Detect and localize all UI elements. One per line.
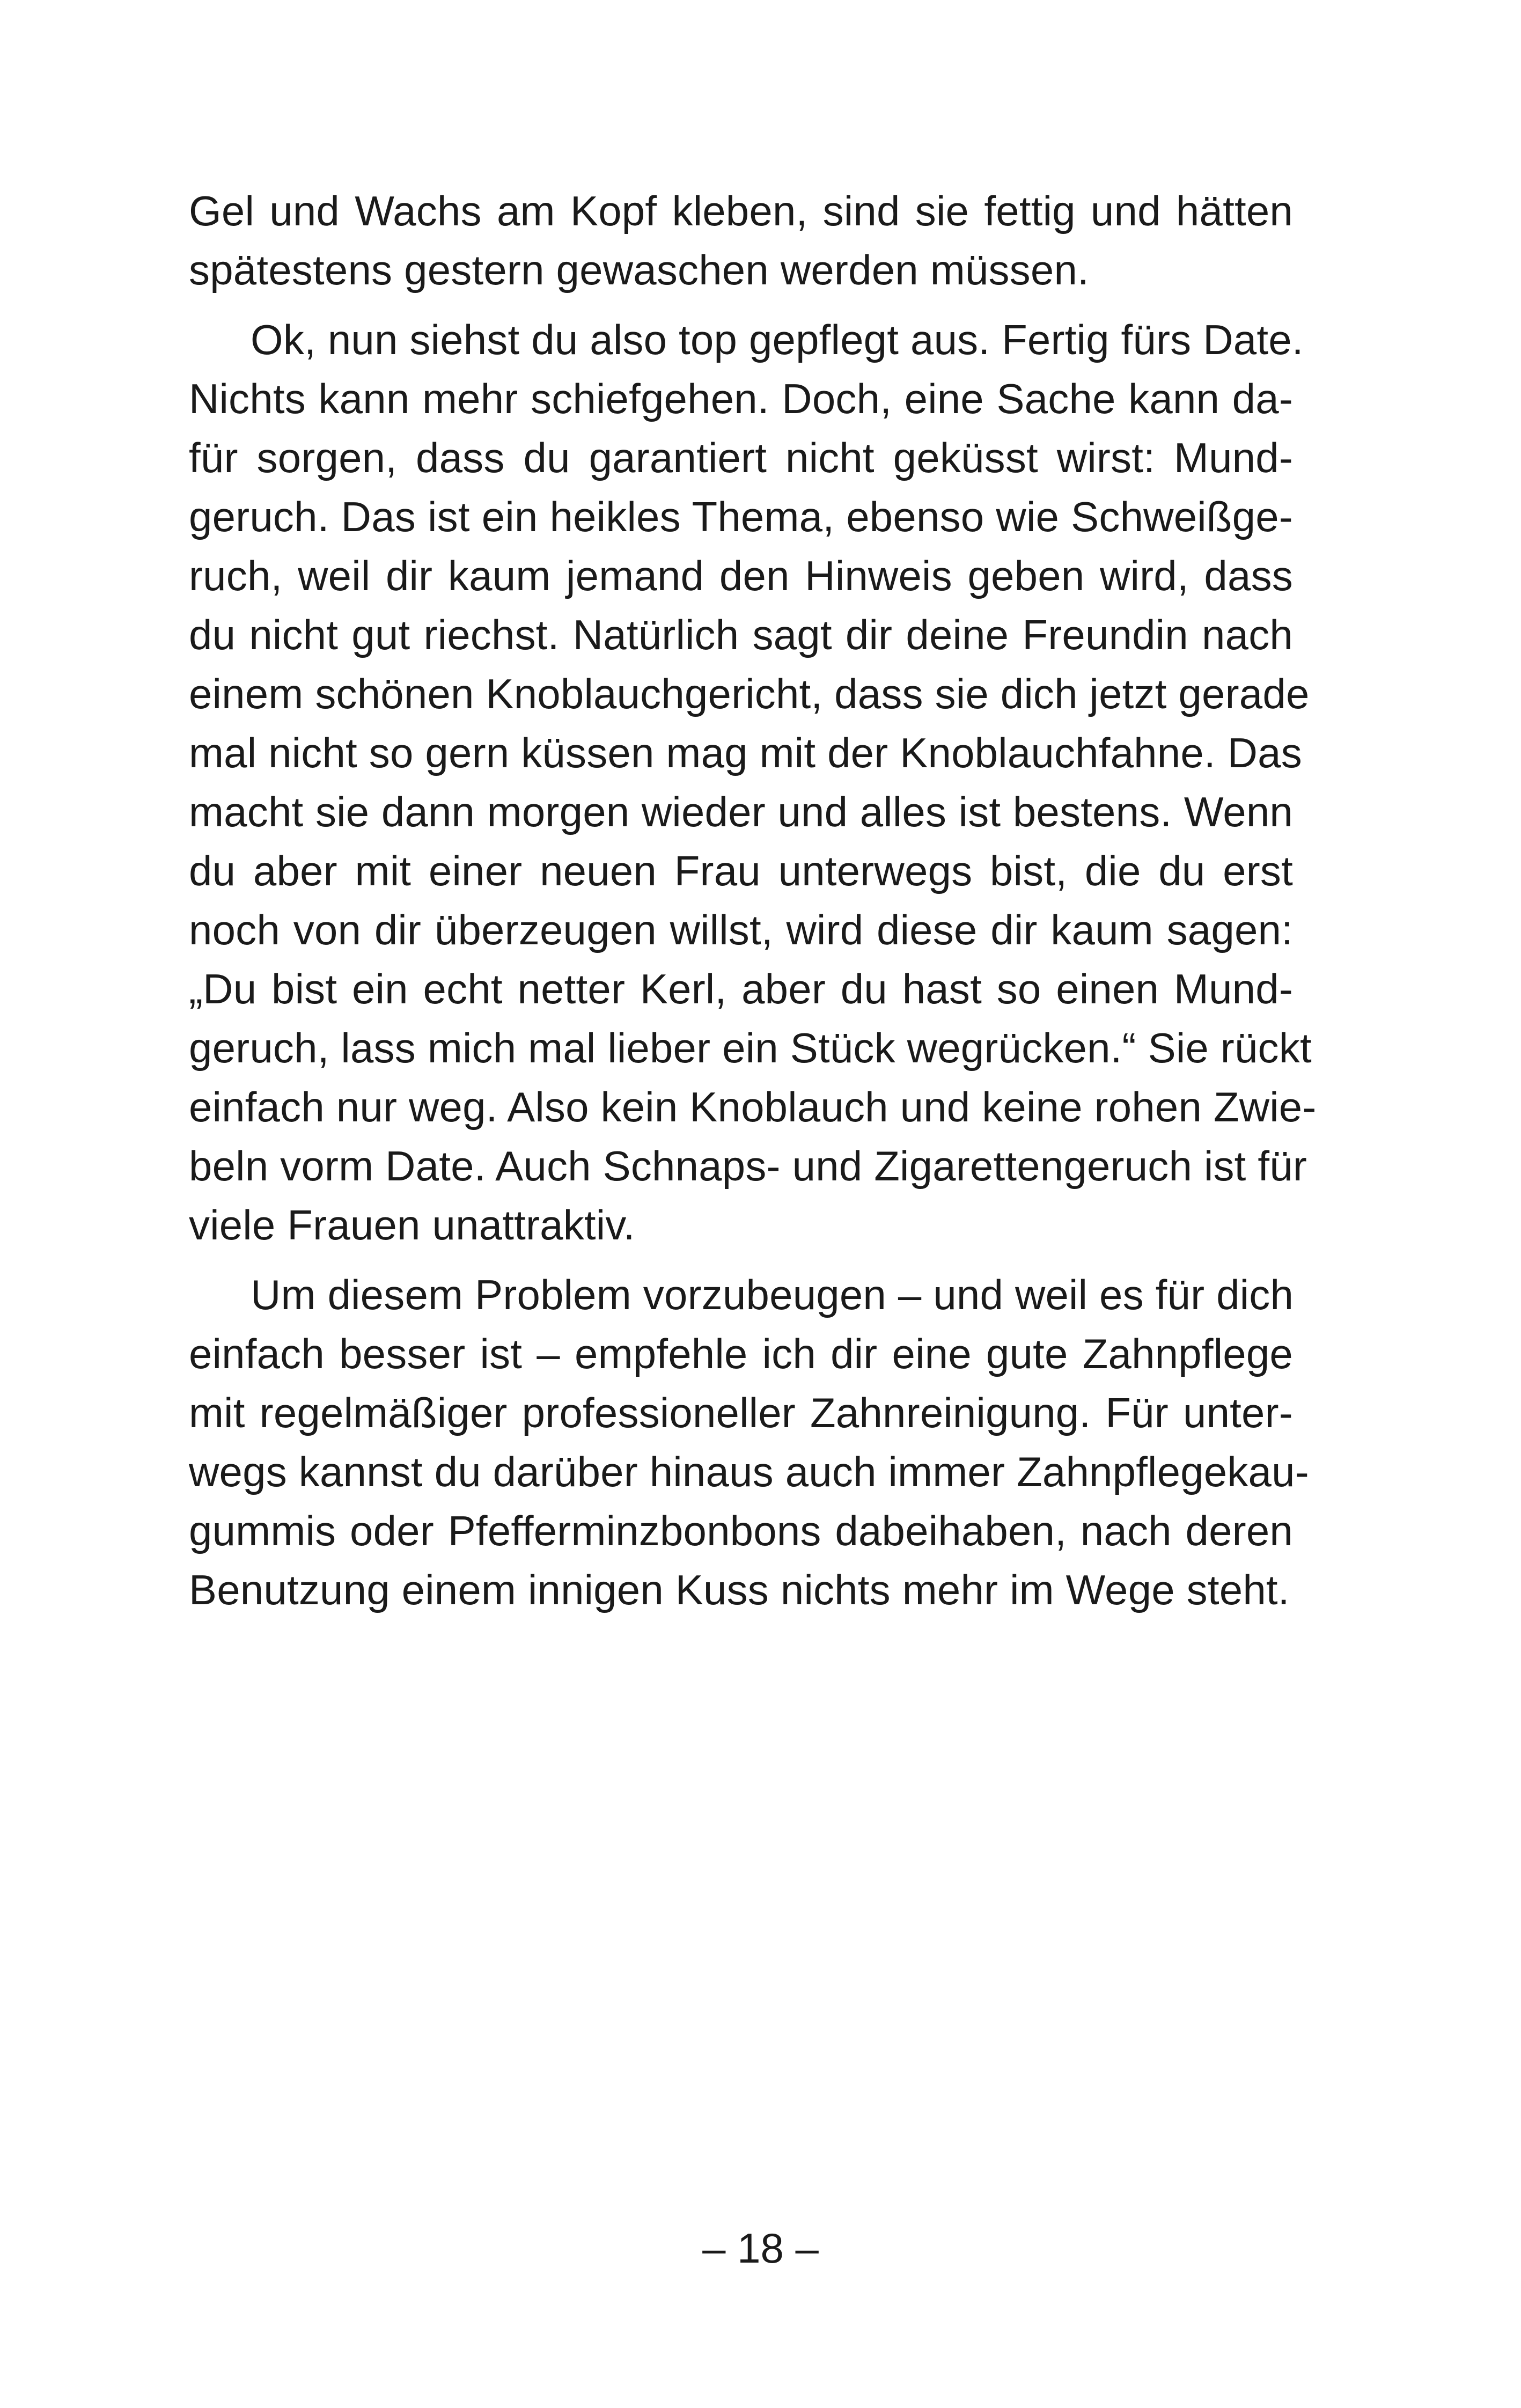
text-line: einfach nur weg. Also kein Knoblauch und keine rohen Zwie-	[189, 1083, 1317, 1130]
text-line: du nicht gut riechst. Natürlich sagt dir deine Freundin nach	[189, 611, 1293, 658]
text-line: einfach besser ist – empfehle ich dir eine gute Zahnpflege	[189, 1330, 1293, 1377]
text-line: viele Frauen unattraktiv.	[189, 1201, 635, 1249]
text-line: Nichts kann mehr schiefgehen. Doch, eine Sache kann da-	[189, 375, 1293, 422]
text-line: Ok, nun siehst du also top gepflegt aus. Fertig fürs Date.	[251, 316, 1304, 363]
text-line: wegs kannst du darüber hinaus auch immer Zahnpflegekau-	[189, 1448, 1309, 1495]
text-line: geruch, lass mich mal lieber ein Stück wegrücken.“ Sie rückt	[189, 1024, 1312, 1071]
body-text	[189, 181, 1317, 1619]
text-line: noch von dir überzeugen willst, wird diese dir kaum sagen:	[189, 906, 1293, 953]
text-line: einem schönen Knoblauchgericht, dass sie dich jetzt gerade	[189, 670, 1310, 717]
text-line: Benutzung einem innigen Kuss nichts mehr im Wege steht.	[189, 1566, 1290, 1613]
text-line: gummis oder Pfefferminzbonbons dabeihaben, nach deren	[189, 1507, 1293, 1554]
text-line: du aber mit einer neuen Frau unterwegs bist, die du erst	[189, 847, 1293, 894]
text-line: mal nicht so gern küssen mag mit der Knoblauchfahne. Das	[189, 729, 1302, 776]
text-line: Gel und Wachs am Kopf kleben, sind sie fettig und hätten	[189, 187, 1293, 234]
page-number: – 18 –	[702, 2225, 819, 2272]
paragraph-3	[189, 1265, 1309, 1619]
text-line: ruch, weil dir kaum jemand den Hinweis geben wird, dass	[189, 552, 1293, 599]
text-line: Um diesem Problem vorzubeugen – und weil es für dich	[251, 1271, 1294, 1318]
text-line: für sorgen, dass du garantiert nicht geküsst wirst: Mund-	[189, 434, 1293, 481]
text-line: beln vorm Date. Auch Schnaps- und Zigarettengeruch ist für	[189, 1142, 1307, 1190]
text-line: „Du bist ein echt netter Kerl, aber du hast so einen Mund-	[189, 965, 1293, 1012]
text-line: macht sie dann morgen wieder und alles ist bestens. Wenn	[189, 788, 1293, 835]
text-line: mit regelmäßiger professioneller Zahnreinigung. Für unter-	[189, 1389, 1293, 1436]
text-line: geruch. Das ist ein heikles Thema, ebenso wie Schweißge-	[189, 493, 1293, 540]
text-line: spätestens gestern gewaschen werden müssen.	[189, 246, 1089, 293]
paragraph-1	[189, 181, 1293, 299]
paragraph-2	[189, 310, 1317, 1254]
